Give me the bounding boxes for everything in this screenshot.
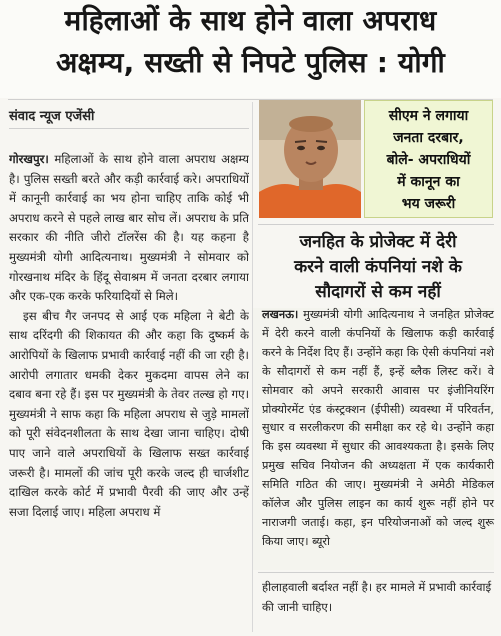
- continuation-text: हीलाहवाली बर्दाश्त नहीं है। हर मामले में प्रभावी कार्रवाई की जानी चाहिए।: [262, 580, 492, 614]
- right-headline-line-1: जनहित के प्रोजेक्ट में देरी: [299, 232, 457, 252]
- left-article-body: [9, 150, 249, 630]
- left-paragraph-1-text: महिलाओं के साथ होने वाला अपराध अक्षम्य है। पुलिस सख्ती बरते और कड़ी कार्रवाई करे। अपराधियों में कानूनी कार्रवाई का भय होना चाहिए ताकि कोई भी अपराध करने से पहले लाख बार सोच लें। अपराध के प्रति सरकार की नीति जीरो टॉलरेंस की है। यह कहना है मुख्यमंत्री योगी आदित्यनाथ। मुख्यमंत्री ने सोमवार को गोरखनाथ मंदिर के हिंदू सेवाश्रम में जनता दरबार लगाया और एक-एक करके फरियादियों से मिले।: [9, 152, 249, 304]
- caption-line-4: में कानून का: [397, 174, 460, 190]
- caption-line-5: भय जरूरी: [401, 196, 456, 212]
- right-article-body: [262, 306, 494, 552]
- left-paragraph-1: [9, 150, 249, 307]
- portrait-illustration: [259, 100, 361, 218]
- left-dateline: गोरखपुर।: [9, 152, 49, 166]
- left-paragraph-2: इस बीच गैर जनपद से आई एक महिला ने बेटी के साथ दरिंदगी की शिकायत की और कहा कि दुष्कर्म के आरोपियों के खिलाफ प्रभावी कार्रवाई नहीं की जा रही है। आरोपी लगातार धमकी देकर मुकदमा वापस लेने का दबाव बना रहे हैं। इस पर मुख्यमंत्री के तेवर तल्ख हो गए। मुख्यमंत्री ने साफ कहा कि महिला अपराध से जुड़े मामलों को पूरी संवेदनशीलता के साथ देखा जाना चाहिए। दोषी पाए जाने वाले अपराधियों के खिलाफ सख्त कार्रवाई जरूरी है। मामलों की जांच पूरी करके जल्द ही चार्जशीट दाखिल करके कोर्ट में प्रभावी पैरवी की जाए और उन्हें सजा दिलाई जाए। महिला अपराध में: [9, 308, 249, 519]
- caption-line-1: सीएम ने लगाया: [388, 108, 469, 124]
- right-article-text: मुख्यमंत्री योगी आदित्यनाथ ने जनहित प्रोजेक्ट में देरी करने वाली कंपनियों के खिलाफ कड़ी कार्रवाई करने के निर्देश दिए हैं। उन्होंने कहा कि ऐसी कंपनियां नशे के सौदागरों से कम नहीं हैं, इन्हें ब्लैक लिस्ट करें। वे सोमवार को अपने सरकारी आवास पर इंजीनियरिंग प्रोक्योरमेंट एंड कंस्ट्रक्शन (ईपीसी) व्यवस्था में परिवर्तन, सुधार व सरलीकरण की समीक्षा कर रहे थे। उन्होंने कहा कि इस व्यवस्था में सुधार की आवश्यकता है। इसके लिए प्रमुख सचिव नियोजन की अध्यक्षता में एक कार्यकारी समिति गठित की जाए। मुख्यमंत्री ने अमेठी मेडिकल कॉलेज और पुलिस लाइन का कार्य शुरू नहीं होने पर नाराजगी जताई। कहा, इन परियोजनाओं को जल्द शुरू किया जाए। ब्यूरो: [262, 308, 494, 548]
- caption-line-3: बोले- अपराधियों: [386, 152, 471, 168]
- headline-line-1: महिलाओं के साथ होने वाला अपराध: [64, 4, 437, 37]
- right-dateline: लखनऊ।: [262, 308, 299, 321]
- box-bottom-rule: [258, 572, 494, 573]
- right-headline-line-3: सौदागरों से कम नहीं: [315, 282, 441, 302]
- photo-caption-box: [364, 100, 493, 218]
- byline-rule: [9, 128, 249, 129]
- headline-line-2: अक्षम्य, सख्ती से निपटे पुलिस : योगी: [55, 46, 446, 79]
- cm-photo: [259, 100, 361, 218]
- photo-rule: [258, 224, 494, 225]
- main-headline: [0, 0, 501, 98]
- caption-line-2: जनता दरबार,: [393, 130, 464, 146]
- right-headline-line-2: करने वाली कंपनियां नशे के: [294, 257, 462, 277]
- right-headline: [262, 230, 494, 305]
- agency-byline: संवाद न्यूज एजेंसी: [9, 109, 95, 124]
